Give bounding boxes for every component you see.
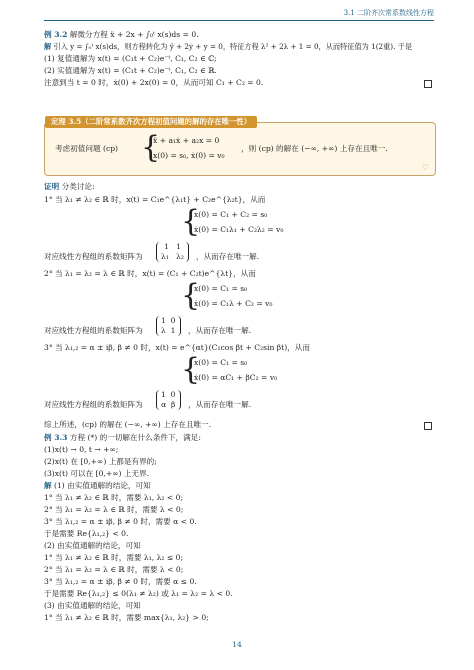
case-2-matrix-post: ，从而存在唯一解. [188, 326, 252, 335]
case-1-matrix-post: ，从而存在唯一解. [196, 252, 260, 261]
answer-2-conclusion: 于是需要 Re{λ₁,₂} ≤ 0(λ₁ ≠ λ₂) 或 λ₁ = λ₂ = λ < 0. [44, 589, 233, 598]
example-problem: 方程 (*) 的一切解在什么条件下，满足: [69, 433, 201, 442]
answer-1-intro [44, 481, 151, 491]
answer-3-case-1: 1° 当 λ₁ ≠ λ₂ ∈ ℝ 时，需要 max{λ₁, λ₂} > 0; [44, 613, 209, 622]
theorem-title: 定理 3.5（二阶常系数齐次方程初值问题的解的存在唯一性） [45, 116, 257, 128]
solution-text: 引入 y = ∫₀ᵗ x(s)ds，则方程转化为 ÿ + 2ẏ + y = 0，特征方程 λ² + 2λ + 1 = 0，从而特征值为 1(2重). 于是 [53, 42, 413, 51]
answer-2-case-3: 3° 当 λ₁,₂ = α ± iβ, β ≠ 0 时，需要 α ≤ 0. [44, 577, 197, 586]
case-1-matrix [156, 242, 189, 262]
example-label: 例 3.2 [44, 30, 68, 39]
theorem-eq-1: ẍ + a₁ẋ + a₂x = 0 [153, 136, 220, 145]
case-1-eq-1: x(0) = C₁ + C₂ = s₀ [194, 210, 268, 219]
case-3-matrix-post: ，从而存在唯一解. [188, 400, 252, 409]
answer-2-case-1: 1° 当 λ₁ ≠ λ₂ ∈ ℝ 时，需要 λ₁, λ₂ ≤ 0; [44, 553, 184, 562]
case-2-matrix [156, 316, 181, 336]
matrix-entry: 0 [170, 390, 176, 399]
solution-label: 解 [44, 481, 52, 490]
answer-3-intro: (3) 由实值通解的结论，可知 [44, 601, 141, 610]
proof-intro [44, 182, 95, 192]
question-2: (2)x(t) 在 [0,+∞) 上都是有界的; [44, 457, 157, 466]
theorem-box [44, 117, 436, 176]
example-label: 例 3.3 [44, 433, 68, 442]
qed-square [424, 80, 432, 88]
example-problem: 解微分方程 ẍ + 2x + ∫₀ᵗ x(s)ds = 0. [69, 30, 199, 39]
theorem-eq-2: x(0) = s₀, ẋ(0) = v₀ [153, 151, 225, 160]
case-2-eq-2: ẋ(0) = C₁λ + C₂ = v₀ [194, 299, 273, 308]
example-3-3 [44, 433, 201, 443]
answer-2-intro: (2) 由实值通解的结论，可知 [44, 541, 141, 550]
matrix-entry: 1 [164, 242, 169, 251]
case-3-eq-1: x(0) = C₁ = s₀ [194, 358, 248, 367]
case-3-eq-2: ẋ(0) = αC₁ + βC₂ = v₀ [194, 373, 278, 382]
case-2: 2° 当 λ₁ = λ₂ = λ ∈ ℝ 时，x(t) = (C₁ + C₂t)e^{λt}，从而 [44, 269, 256, 278]
qed-square [424, 422, 432, 430]
solution-label: 解 [44, 42, 52, 51]
case-2-eq-1: x(0) = C₁ = s₀ [194, 284, 248, 293]
theorem-post: ，则 (cp) 的解在 (−∞, +∞) 上存在且唯一. [241, 144, 388, 153]
running-header: 3.1 二阶齐次常系数线性方程 [343, 9, 434, 17]
proof-label: 证明 [44, 182, 60, 191]
matrix-entry: 1 [170, 326, 176, 335]
case-2-matrix-text: 对应线性方程组的系数矩阵为 [44, 326, 143, 335]
header-rule [44, 20, 434, 21]
case-2-brace: { [181, 278, 201, 313]
case-3: 3° 当 λ₁,₂ = α ± iβ, β ≠ 0 时，x(t) = e^{αt}(C₁cos βt + C₂sin βt)，从而 [44, 343, 310, 352]
heart-icon: ♡ [421, 163, 429, 172]
solution-line-2: (1) 复值通解为 x(t) = (C₁t + C₂)e⁻ᵗ, C₁, C₂ ∈ ℂ; [44, 54, 217, 63]
answer-2-case-2: 2° 当 λ₁ = λ₂ = λ ∈ ℝ 时，需要 λ < 0; [44, 565, 184, 574]
question-1: (1)x(t) → 0, t → +∞; [44, 445, 119, 454]
example-3-2 [44, 30, 199, 40]
solution-line-3: (2) 实值通解为 x(t) = (C₁t + C₂)e⁻ᵗ, C₁, C₂ ∈ ℝ. [44, 66, 217, 75]
matrix-entry: β [171, 400, 176, 409]
answer-1-text: (1) 由实值通解的结论，可知 [54, 481, 151, 490]
matrix-entry: 0 [170, 316, 176, 325]
solution-line-1 [44, 42, 412, 52]
matrix-entry: 1 [161, 316, 166, 325]
case-3-matrix-text: 对应线性方程组的系数矩阵为 [44, 400, 143, 409]
matrix-entry: 1 [176, 242, 181, 251]
matrix-entry: α [161, 400, 167, 409]
answer-1-case-2: 2° 当 λ₁ = λ₂ = λ ∈ ℝ 时，需要 λ < 0; [44, 505, 184, 514]
matrix-entry: 1 [161, 390, 166, 399]
case-3-brace: { [181, 352, 201, 387]
answer-1-case-3: 3° 当 λ₁,₂ = α ± iβ, β ≠ 0 时，需要 α < 0. [44, 517, 197, 526]
solution-line-4: 注意到当 t = 0 时，ẋ(0) + 2x(0) = 0，从而可知 C₁ + C₂ = 0. [44, 78, 264, 87]
proof-conclusion: 综上所述，(cp) 的解在 (−∞, +∞) 上存在且唯一. [44, 420, 212, 429]
answer-1-conclusion: 于是需要 Re{λ₁,₂} < 0. [44, 529, 129, 538]
question-3: (3)x(t) 可以在 [0,+∞) 上无界. [44, 469, 150, 478]
theorem-pre: 考虑初值问题 (cp) [55, 144, 119, 153]
case-1-matrix-text: 对应线性方程组的系数矩阵为 [44, 252, 143, 261]
matrix-entry: λ₂ [176, 252, 184, 261]
case-1: 1° 当 λ₁ ≠ λ₂ ∈ ℝ 时，x(t) = C₁e^{λ₁t} + C₂e^{λ₂t}，从而 [44, 195, 266, 204]
proof-intro-text: 分类讨论: [61, 182, 95, 191]
case-3-matrix [156, 390, 181, 410]
case-1-brace: { [181, 204, 201, 239]
case-1-eq-2: ẋ(0) = C₁λ₁ + C₂λ₂ = v₀ [194, 225, 284, 234]
matrix-entry: λ₁ [161, 252, 169, 261]
answer-1-case-1: 1° 当 λ₁ ≠ λ₂ ∈ ℝ 时，需要 λ₁, λ₂ < 0; [44, 493, 184, 502]
theorem-brace: { [141, 130, 161, 165]
page-number: 14 [232, 640, 242, 649]
matrix-entry: λ [161, 326, 166, 335]
